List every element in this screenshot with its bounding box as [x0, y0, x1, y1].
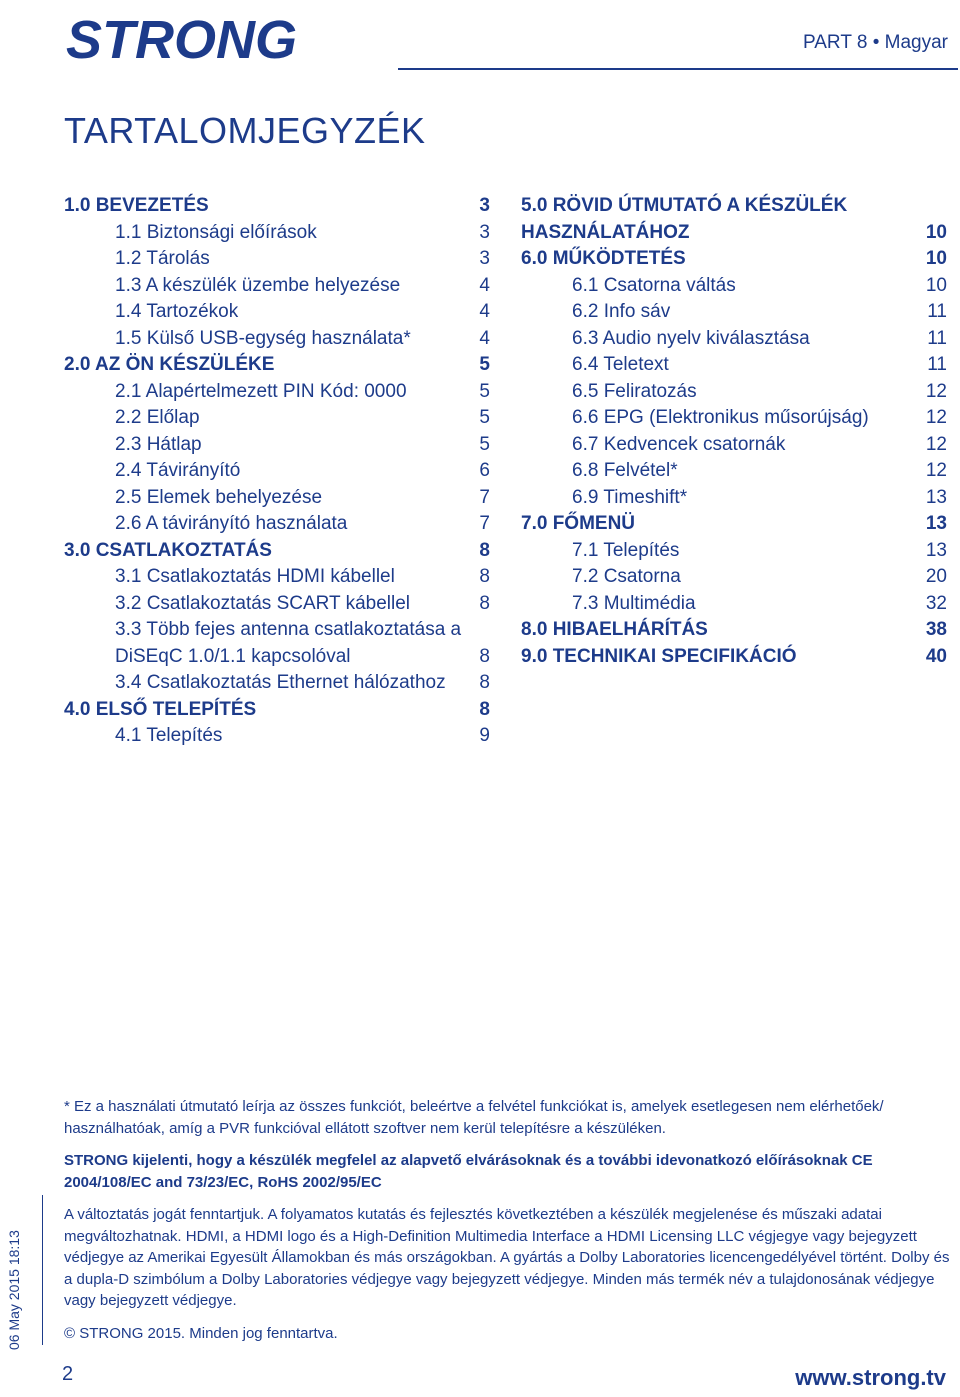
toc-entry-page: 4 [479, 301, 490, 322]
toc-entry-section[interactable] [64, 273, 490, 300]
toc-entry-section[interactable] [521, 432, 947, 459]
toc-entry-section[interactable] [521, 299, 947, 326]
toc-entry-page: 8 [479, 672, 490, 693]
toc-entry-label: 2.3 Hátlap [115, 433, 202, 455]
toc-entry-label: 1.5 Külső USB-egység használata* [115, 327, 411, 349]
toc-entry-page: 11 [927, 327, 947, 349]
side-divider [42, 1195, 43, 1345]
toc-entry-page: 3 [479, 221, 490, 243]
toc-entry-page: 13 [925, 486, 947, 508]
toc-entry-section[interactable] [64, 326, 490, 353]
toc-entry-section[interactable] [521, 458, 947, 485]
toc-entry-label: 7.0 FŐMENÜ [521, 513, 636, 534]
ce-declaration: STRONG kijelenti, hogy a készülék megfelel az alapvető elvárásoknak és a további idevonatkozó előírásoknak CE 2004/108/EC and 73/23/EC, RoHS 2002/95/EC [64, 1152, 873, 1191]
toc-entry-page: 5 [479, 433, 490, 455]
toc-entry-page: 8 [479, 592, 490, 614]
toc-entry-page: 12 [925, 433, 947, 455]
toc-entry-section[interactable] [64, 246, 490, 273]
footer-notes [64, 1096, 954, 1355]
toc-entry-page: 4 [479, 327, 490, 349]
toc-entry-label: 5.0 RÖVID ÚTMUTATÓ A KÉSZÜLÉK [521, 195, 848, 216]
toc-entry-label: 2.6 A távirányító használata [115, 513, 348, 534]
toc-entry-label: 6.4 Teletext [572, 354, 669, 375]
toc-entry-section[interactable] [64, 644, 490, 671]
strong-logo-text: STRONG [66, 10, 298, 68]
toc-entry-section[interactable] [64, 591, 490, 618]
toc-entry-section[interactable] [521, 538, 947, 565]
toc-entry-section[interactable] [64, 405, 490, 432]
toc-entry-chapter[interactable] [64, 193, 490, 220]
toc-entry-label: 2.5 Elemek behelyezése [115, 486, 323, 508]
toc-entry-section[interactable] [64, 485, 490, 512]
toc-entry-section[interactable] [521, 273, 947, 300]
toc-entry-section[interactable] [64, 432, 490, 459]
toc-entry-section[interactable] [64, 220, 490, 247]
toc-entry-label: 6.7 Kedvencek csatornák [572, 433, 786, 455]
toc-entry-label: 6.1 Csatorna váltás [572, 274, 736, 296]
toc-entry-label: 1.1 Biztonsági előírások [115, 221, 317, 243]
toc-entry-label: 6.9 Timeshift* [572, 486, 688, 508]
toc-entry-page: 5 [479, 380, 490, 402]
toc-entry-label: 6.2 Info sáv [572, 301, 671, 322]
toc-entry-page: 8 [479, 566, 490, 587]
toc-entry-chapter[interactable] [521, 220, 947, 247]
toc-entry-label: 6.8 Felvétel* [572, 460, 678, 481]
toc-entry-label: 1.3 A készülék üzembe helyezése [115, 274, 401, 296]
page-number: 2 [62, 1363, 74, 1385]
toc-entry-page: 40 [925, 645, 947, 667]
toc-entry-label: HASZNÁLATÁHOZ [521, 221, 690, 243]
toc-entry-page: 11 [927, 354, 947, 375]
website-link[interactable]: www.strong.tv [795, 1365, 946, 1390]
page-title: TARTALOMJEGYZÉK [64, 110, 426, 151]
toc-left-column [64, 193, 490, 750]
toc-entry-page: 12 [925, 460, 947, 481]
part-label: PART 8 • Magyar [803, 32, 948, 53]
toc-entry-page: 11 [927, 301, 947, 322]
toc-entry-section[interactable] [64, 379, 490, 406]
toc-entry-section[interactable] [64, 564, 490, 591]
toc-entry-label: 4.1 Telepítés [115, 725, 223, 746]
toc-entry-label: 4.0 ELSŐ TELEPÍTÉS [64, 698, 257, 720]
toc-entry-page: 9 [479, 725, 490, 746]
toc-entry-page: 8 [479, 539, 490, 561]
toc-entry-section[interactable] [64, 458, 490, 485]
toc-entry-page: 3 [479, 195, 490, 216]
toc-right-column [521, 193, 947, 670]
toc-entry-page: 8 [479, 698, 490, 720]
toc-entry-label: 3.1 Csatlakoztatás HDMI kábellel [115, 566, 395, 587]
toc-entry-label: 2.1 Alapértelmezett PIN Kód: 0000 [115, 380, 407, 402]
toc-entry-label: 3.4 Csatlakoztatás Ethernet hálózathoz [115, 672, 446, 693]
toc-entry-page: 10 [925, 274, 947, 296]
toc-entry-chapter[interactable] [64, 538, 490, 565]
toc-entry-section[interactable] [64, 617, 490, 644]
toc-entry-label: 2.0 AZ ÖN KÉSZÜLÉKE [64, 354, 275, 375]
toc-entry-label: 2.2 Előlap [115, 407, 200, 428]
toc-entry-chapter[interactable] [521, 246, 947, 273]
toc-entry-label: 9.0 TECHNIKAI SPECIFIKÁCIÓ [521, 645, 797, 667]
toc-entry-page: 8 [479, 645, 490, 667]
toc-entry-label: 1.0 BEVEZETÉS [64, 195, 209, 216]
toc-entry-page: 32 [925, 592, 947, 614]
toc-entry-section[interactable] [521, 405, 947, 432]
toc-entry-page: 12 [925, 407, 947, 428]
header-divider [398, 68, 958, 70]
toc-entry-section[interactable] [521, 485, 947, 512]
toc-entry-page: 12 [925, 380, 947, 402]
toc-entry-page: 7 [479, 486, 490, 508]
toc-entry-chapter[interactable] [521, 193, 947, 220]
toc-entry-label: 8.0 HIBAELHÁRÍTÁS [521, 619, 708, 640]
toc-entry-label: 3.0 CSATLAKOZTATÁS [64, 539, 272, 561]
toc-entry-section[interactable] [521, 564, 947, 591]
footnote: * Ez a használati útmutató leírja az összes funkciót, beleértve a felvétel funkciókat is, amelyek esetlegesen nem elérhetőek/ használhatóak, amíg a PVR funkcióval ellátott szoftver nem kerül telepítésre a készüléken. [64, 1098, 884, 1137]
toc-entry-section[interactable] [521, 591, 947, 618]
date-stamp: 06 May 2015 18:13 [6, 1230, 22, 1350]
toc-entry-page: 10 [925, 248, 947, 269]
toc-entry-label: 6.3 Audio nyelv kiválasztása [572, 327, 810, 349]
toc-entry-page: 38 [925, 619, 947, 640]
strong-logo [62, 8, 348, 68]
copyright: © STRONG 2015. Minden jog fenntartva. [64, 1324, 338, 1342]
toc-entry-section[interactable] [64, 723, 490, 750]
toc-entry-label: 3.2 Csatlakoztatás SCART kábellel [115, 592, 411, 614]
toc-entry-label: 6.6 EPG (Elektronikus műsorújság) [572, 407, 869, 428]
toc-entry-label: 7.1 Telepítés [572, 539, 680, 561]
legal-notice: A változtatás jogát fenntartjuk. A folyamatos kutatás és fejlesztés következtében a készülék megjelenése és műszaki adatai megváltozhatnak. HDMI, a HDMI logo és a High-Definition Multimedia Interface a HDMI Licensing LLC végjegye vagy bejegyzett védjegye az Amerikai Egyesült Államokban és más országokban. A gyártás a Dolby Laboratories licencengedélyével történt. Dolby és a dupla-D szimbólum a Dolby Laboratories védjegye vagy bejegyzett védjegye. Minden más termék név a tulajdonosának védjegye vagy bejegyzett védjegye. [64, 1206, 950, 1309]
toc-entry-page: 10 [925, 221, 947, 243]
toc-entry-chapter[interactable] [521, 644, 947, 671]
toc-entry-page: 13 [925, 539, 947, 561]
toc-entry-page: 6 [479, 460, 490, 481]
toc-entry-label: 2.4 Távirányító [115, 460, 241, 481]
toc-entry-page: 7 [479, 513, 490, 534]
toc-entry-label: 3.3 Több fejes antenna csatlakoztatása a [115, 619, 462, 640]
toc-entry-page: 5 [479, 354, 490, 375]
toc-entry-label: 6.5 Feliratozás [572, 380, 697, 402]
toc-entry-label: 1.2 Tárolás [115, 248, 210, 269]
toc-entry-page: 5 [479, 407, 490, 428]
toc-entry-section[interactable] [64, 511, 490, 538]
toc-entry-page: 20 [925, 566, 947, 587]
toc-entry-label: 7.2 Csatorna [572, 566, 681, 587]
toc-entry-label: 1.4 Tartozékok [115, 301, 239, 322]
toc-entry-chapter[interactable] [521, 617, 947, 644]
toc-entry-page: 13 [925, 513, 947, 534]
toc-entry-section[interactable] [64, 299, 490, 326]
toc-entry-section[interactable] [64, 670, 490, 697]
toc-entry-section[interactable] [521, 352, 947, 379]
toc-entry-chapter[interactable] [521, 511, 947, 538]
toc-entry-chapter[interactable] [64, 697, 490, 724]
toc-entry-label: 7.3 Multimédia [572, 592, 696, 614]
toc-entry-chapter[interactable] [64, 352, 490, 379]
toc-entry-label: DiSEqC 1.0/1.1 kapcsolóval [115, 645, 351, 667]
toc-entry-page: 4 [479, 274, 490, 296]
toc-entry-section[interactable] [521, 379, 947, 406]
toc-entry-page: 3 [479, 248, 490, 269]
toc-entry-label: 6.0 MŰKÖDTETÉS [521, 248, 686, 269]
toc-entry-section[interactable] [521, 326, 947, 353]
